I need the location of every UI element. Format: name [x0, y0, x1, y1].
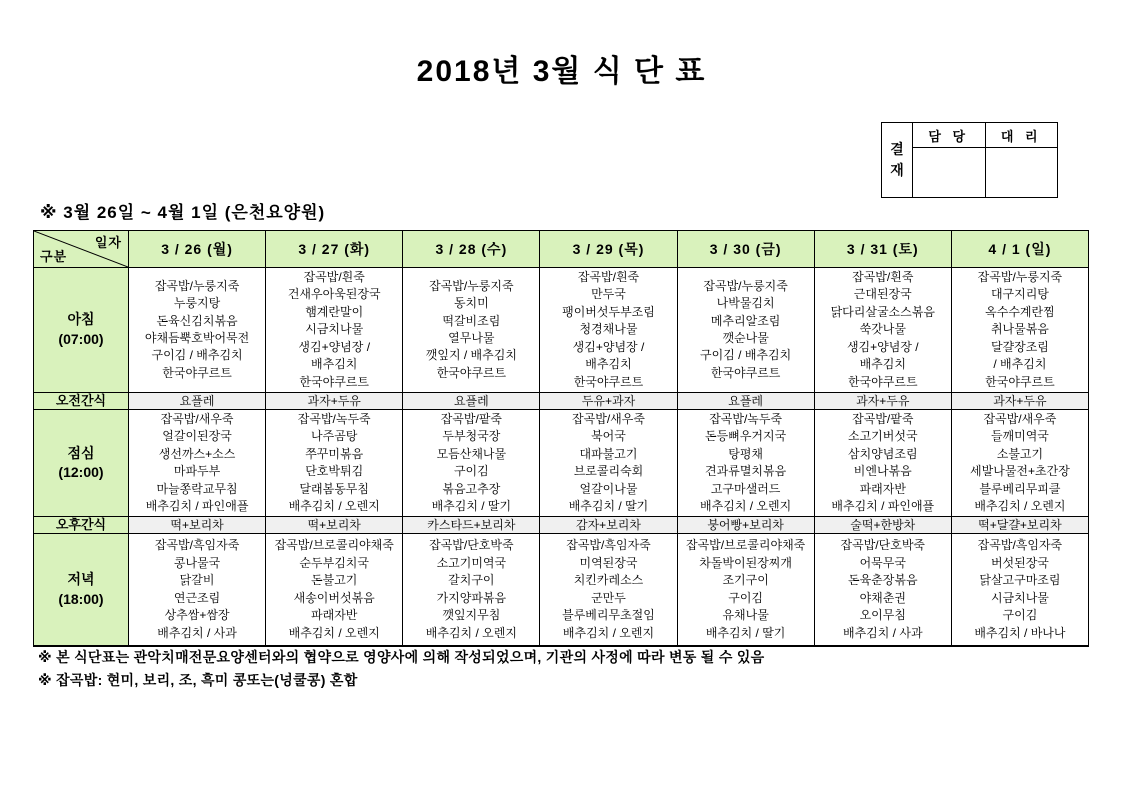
menu-item: 닭살고구마조림: [979, 573, 1061, 588]
pm-snack-cell: 감자+보리차: [540, 517, 677, 534]
menu-item: 야채듬뿍호박어묵전: [144, 331, 250, 345]
menu-table: [33, 230, 1089, 647]
menu-item: 삼치양념조림: [847, 446, 918, 461]
dinner-menu-cell: [540, 534, 677, 646]
row-label-lunch: [34, 410, 129, 517]
menu-item: 어묵무국: [859, 555, 906, 570]
menu-item: 배추김치 / 오렌지: [288, 625, 380, 640]
approval-col-daeri: 대 리: [985, 123, 1058, 147]
menu-item: / 배추김치: [993, 357, 1047, 372]
lunch-menu-cell: [814, 410, 951, 517]
menu-item: 잡곡밥/단호박죽: [840, 538, 926, 553]
row-label-dinner: [34, 534, 129, 646]
page-title: 2018년 3월 식 단 표: [416, 55, 707, 88]
dinner-menu-cell: [951, 534, 1088, 646]
approval-stamp-cell: [882, 123, 913, 197]
pm-snack-cell: 떡+보리차: [129, 517, 266, 534]
menu-item: 잡곡밥/새우죽: [572, 412, 645, 426]
menu-item: 배추김치: [585, 357, 632, 372]
breakfast-menu-cell: [951, 268, 1088, 393]
menu-item: 잡곡밥/흰죽: [577, 270, 640, 285]
menu-item: 미역된장국: [579, 555, 638, 570]
lunch-menu-cell: [266, 410, 403, 517]
menu-item: 쑥갓나물: [859, 322, 906, 337]
lunch-menu-cell: [403, 410, 540, 517]
menu-item: 구이김: [1002, 608, 1038, 623]
menu-item: 블루베리무피클: [979, 481, 1061, 496]
menu-item: 구이김 / 배추김치: [700, 348, 792, 363]
menu-item: 배추김치 / 딸기: [431, 499, 512, 514]
menu-item: 잡곡밥/누룽지죽: [154, 278, 240, 293]
menu-item: 잡곡밥/흑임자죽: [154, 538, 240, 553]
menu-item: 배추김치 / 오렌지: [562, 625, 655, 640]
menu-item: 모듬산채나물: [436, 446, 507, 461]
lunch-menu-cell: [951, 410, 1088, 517]
menu-item: 깻잎지 / 배추김치: [425, 348, 517, 363]
pm-snack-cell: 떡+보리차: [266, 517, 403, 534]
menu-row-breakfast: [34, 268, 1089, 393]
menu-item: 시금치나물: [305, 322, 364, 337]
menu-item: 군만두: [591, 590, 626, 605]
menu-item: 배추김치 / 사과: [842, 625, 923, 640]
row-label-am-snack: [34, 393, 129, 410]
menu-item: 배추김치 / 파인애플: [145, 499, 249, 514]
menu-item: 잡곡밥/새우죽: [983, 412, 1057, 426]
menu-item: 배추김치 / 오렌지: [425, 625, 517, 640]
menu-item: 야채춘권: [859, 590, 906, 605]
menu-item: 두부청국장: [442, 429, 501, 444]
menu-item: 달걀장조림: [990, 339, 1049, 354]
approval-grid: [913, 123, 1057, 197]
menu-item: 탕평채: [728, 446, 764, 461]
menu-item: 소불고기: [996, 446, 1044, 461]
corner-category-label: 구분: [40, 249, 68, 264]
am-snack-cell: 과자+두유: [951, 393, 1088, 410]
menu-item: 배추김치 / 딸기: [705, 625, 786, 640]
row-label-text: 오전간식: [55, 392, 107, 408]
approval-box: [881, 122, 1058, 198]
menu-item: 세발나물전+초간장: [970, 464, 1070, 479]
footnote-agreement: ※ 본 식단표는 관악치매전문요양센터와의 협약으로 영양사에 의해 작성되었으며, 기관의 사정에 따라 변동 될 수 있음: [38, 649, 765, 665]
date-header-row: [34, 231, 1089, 268]
menu-item: 파래자반: [859, 481, 906, 496]
lunch-menu-cell: [540, 410, 677, 517]
menu-item: 돈불고기: [311, 573, 358, 588]
menu-item: 만두국: [591, 287, 626, 302]
row-label-time: (07:00): [58, 331, 104, 347]
menu-row-pm-snack: [34, 517, 1089, 534]
week-range-subtitle: ※ 3월 26일 ~ 4월 1일 (은천요양원): [40, 203, 326, 222]
menu-item: 돈육신김치볶음: [156, 313, 238, 328]
lunch-menu-cell: [677, 410, 814, 517]
menu-item: 블루베리무초절임: [562, 608, 655, 623]
menu-item: 햄계란말이: [305, 304, 364, 319]
menu-item: 차돌박이된장찌개: [699, 555, 792, 570]
menu-item: 연근조림: [173, 590, 221, 605]
menu-item: 닭갈비: [179, 573, 215, 588]
am-snack-cell: 과자+두유: [266, 393, 403, 410]
breakfast-menu-cell: [540, 268, 677, 393]
dinner-menu-cell: [403, 534, 540, 646]
menu-item: 옥수수계란찜: [985, 304, 1055, 319]
menu-item: 잡곡밥/단호박죽: [429, 538, 514, 553]
menu-item: 조기구이: [722, 573, 769, 588]
date-header: 3 / 30 (금): [677, 231, 814, 268]
menu-item: 대파불고기: [579, 446, 638, 461]
menu-item: 한국야쿠르트: [573, 374, 644, 389]
menu-item: 한국야쿠르트: [162, 365, 232, 380]
menu-item: 열무나물: [448, 331, 495, 345]
am-snack-cell: 과자+두유: [814, 393, 951, 410]
menu-item: 누룽지탕: [173, 296, 221, 311]
menu-item: 브로콜리숙회: [573, 464, 644, 479]
menu-item: 한국야쿠르트: [710, 365, 781, 380]
menu-item: 배추김치 / 사과: [157, 625, 237, 640]
dinner-menu-cell: [814, 534, 951, 646]
menu-item: 파래자반: [311, 608, 358, 623]
menu-item: 볶음고추장: [442, 481, 501, 496]
menu-item: 마파두부: [173, 464, 221, 479]
menu-item: 동치미: [453, 296, 489, 311]
menu-item: 잡곡밥/브로콜리야채죽: [274, 538, 394, 553]
row-label-pm-snack: [34, 517, 129, 534]
row-label-text: 오후간식: [55, 517, 107, 533]
menu-item: 잡곡밥/녹두죽: [297, 412, 371, 426]
menu-item: 가지양파볶음: [436, 590, 507, 605]
menu-item: 배추김치 / 바나나: [974, 625, 1066, 640]
menu-item: 생김+양념장 /: [298, 339, 371, 354]
row-label-text: 저녁: [67, 571, 95, 588]
menu-item: 돈등뼈우거지국: [705, 429, 787, 444]
menu-item: 잡곡밥/누룽지죽: [703, 278, 788, 293]
footnote-grain-mix: ※ 잡곡밥: 현미, 보리, 조, 흑미 콩또는(넝쿨콩) 혼합: [38, 672, 358, 688]
menu-item: 한국야쿠르트: [985, 374, 1055, 389]
corner-cell: [34, 231, 129, 268]
menu-item: 구이김 / 배추김치: [151, 348, 243, 363]
menu-row-lunch: [34, 410, 1089, 517]
menu-item: 소고기미역국: [436, 555, 507, 570]
menu-item: 순두부김치국: [299, 555, 369, 570]
menu-item: 근대된장국: [853, 287, 912, 302]
menu-item: 잡곡밥/팥죽: [440, 412, 502, 426]
menu-item: 팽이버섯두부조림: [562, 304, 655, 319]
menu-item: 얼갈이나물: [579, 481, 638, 496]
menu-item: 한국야쿠르트: [847, 374, 918, 389]
menu-item: 시금치나물: [990, 590, 1049, 605]
menu-item: 치킨카레소스: [573, 573, 644, 588]
breakfast-menu-cell: [814, 268, 951, 393]
date-header: 3 / 31 (토): [814, 231, 951, 268]
menu-item: 건새우아욱된장국: [287, 287, 381, 302]
menu-item: 한국야쿠르트: [436, 365, 507, 380]
menu-item: 청경채나물: [579, 322, 638, 337]
menu-item: 배추김치 / 오렌지: [974, 499, 1066, 514]
menu-item: 얼갈이된장국: [162, 429, 232, 444]
approval-stamp-label: 결재: [890, 141, 904, 178]
date-header: 3 / 27 (화): [266, 231, 403, 268]
menu-item: 깻순나물: [722, 331, 769, 345]
menu-item: 배추김치 / 파인애플: [831, 499, 935, 514]
pm-snack-cell: 술떡+한방차: [814, 517, 951, 534]
row-label-time: (18:00): [58, 590, 104, 607]
menu-item: 잡곡밥/누룽지죽: [429, 278, 514, 293]
menu-item: 잡곡밥/브로콜리야채죽: [686, 538, 806, 553]
menu-item: 메추리알조림: [710, 313, 781, 328]
menu-item: 콩나물국: [173, 555, 221, 570]
menu-item: 잡곡밥/팥죽: [852, 412, 914, 426]
menu-item: 잡곡밥/녹두죽: [709, 412, 783, 426]
menu-item: 대구지리탕: [990, 287, 1049, 302]
pm-snack-cell: 붕어빵+보리차: [677, 517, 814, 534]
menu-row-dinner: [34, 534, 1089, 646]
menu-item: 생김+양념장 /: [846, 339, 919, 354]
am-snack-cell: 요플레: [677, 393, 814, 410]
breakfast-menu-cell: [129, 268, 266, 393]
menu-item: 취나물볶음: [990, 322, 1049, 337]
menu-item: 단호박튀김: [305, 464, 364, 479]
date-header: 3 / 28 (수): [403, 231, 540, 268]
pm-snack-cell: 카스타드+보리차: [403, 517, 540, 534]
menu-item: 생선까스+소스: [158, 446, 236, 461]
menu-item: 닭다리살굴소스볶음: [830, 304, 935, 319]
row-label-text: 아침: [67, 311, 95, 328]
menu-item: 달래봄동무침: [299, 481, 369, 496]
menu-item: 마늘쫑락교무침: [156, 481, 238, 496]
approval-signature-cell: [913, 148, 985, 197]
pm-snack-cell: 떡+달걀+보리차: [951, 517, 1088, 534]
date-header: 3 / 29 (목): [540, 231, 677, 268]
breakfast-menu-cell: [403, 268, 540, 393]
menu-item: 잡곡밥/흑임자죽: [566, 538, 651, 553]
corner-date-label: 일자: [94, 235, 122, 250]
am-snack-cell: 요플레: [129, 393, 266, 410]
menu-item: 구이김: [453, 464, 489, 479]
date-header: 4 / 1 (일): [951, 231, 1088, 268]
menu-item: 들깨미역국: [990, 429, 1049, 444]
menu-item: 새송이버섯볶음: [293, 590, 375, 605]
menu-item: 견과류멸치볶음: [705, 464, 787, 479]
menu-item: 배추김치 / 딸기: [568, 499, 649, 514]
menu-item: 잡곡밥/흰죽: [852, 270, 914, 285]
dinner-menu-cell: [266, 534, 403, 646]
menu-item: 오이무침: [859, 608, 906, 623]
menu-item: 배추김치 / 오렌지: [288, 499, 380, 514]
menu-item: 북어국: [591, 429, 626, 444]
menu-item: 소고기버섯국: [847, 429, 918, 444]
row-label-time: (12:00): [58, 464, 104, 481]
footnotes: [38, 646, 764, 692]
menu-item: 한국야쿠르트: [299, 374, 369, 389]
menu-item: 배추김치: [311, 357, 358, 372]
approval-col-damdang: 담 당: [928, 128, 970, 144]
row-label-breakfast: [34, 268, 129, 393]
menu-item: 생김+양념장 /: [572, 339, 645, 354]
menu-item: 나주곰탕: [311, 429, 358, 444]
am-snack-cell: 두유+과자: [540, 393, 677, 410]
date-header: 3 / 26 (월): [129, 231, 266, 268]
menu-item: 상추쌈+쌈장: [164, 608, 230, 623]
lunch-menu-cell: [129, 410, 266, 517]
menu-item: 배추김치: [859, 357, 906, 372]
dinner-menu-cell: [677, 534, 814, 646]
menu-item: 잡곡밥/누룽지죽: [977, 270, 1063, 285]
dinner-menu-cell: [129, 534, 266, 646]
approval-header-row: [913, 123, 1057, 148]
approval-signature-cell: [985, 148, 1058, 197]
menu-item: 돈육춘장볶음: [847, 573, 918, 588]
menu-item: 배추김치 / 오렌지: [700, 499, 792, 514]
breakfast-menu-cell: [266, 268, 403, 393]
menu-row-am-snack: [34, 393, 1089, 410]
menu-item: 깻잎지무침: [442, 608, 501, 623]
menu-item: 고구마샐러드: [710, 481, 781, 496]
menu-item: 구이김: [728, 590, 764, 605]
row-label-text: 점심: [67, 444, 95, 461]
menu-item: 잡곡밥/새우죽: [160, 412, 234, 426]
menu-item: 버섯된장국: [990, 555, 1049, 570]
menu-item: 잡곡밥/흑임자죽: [977, 538, 1063, 553]
approval-signature-row: [913, 148, 1057, 197]
menu-item: 쭈꾸미볶음: [305, 446, 364, 461]
menu-item: 나박물김치: [716, 296, 775, 311]
breakfast-menu-cell: [677, 268, 814, 393]
am-snack-cell: 요플레: [403, 393, 540, 410]
menu-item: 잡곡밥/흰죽: [303, 270, 365, 285]
menu-item: 유채나물: [722, 608, 769, 623]
menu-item: 떡갈비조림: [442, 313, 501, 328]
menu-item: 갈치구이: [448, 573, 495, 588]
menu-item: 비엔나볶음: [853, 464, 912, 479]
